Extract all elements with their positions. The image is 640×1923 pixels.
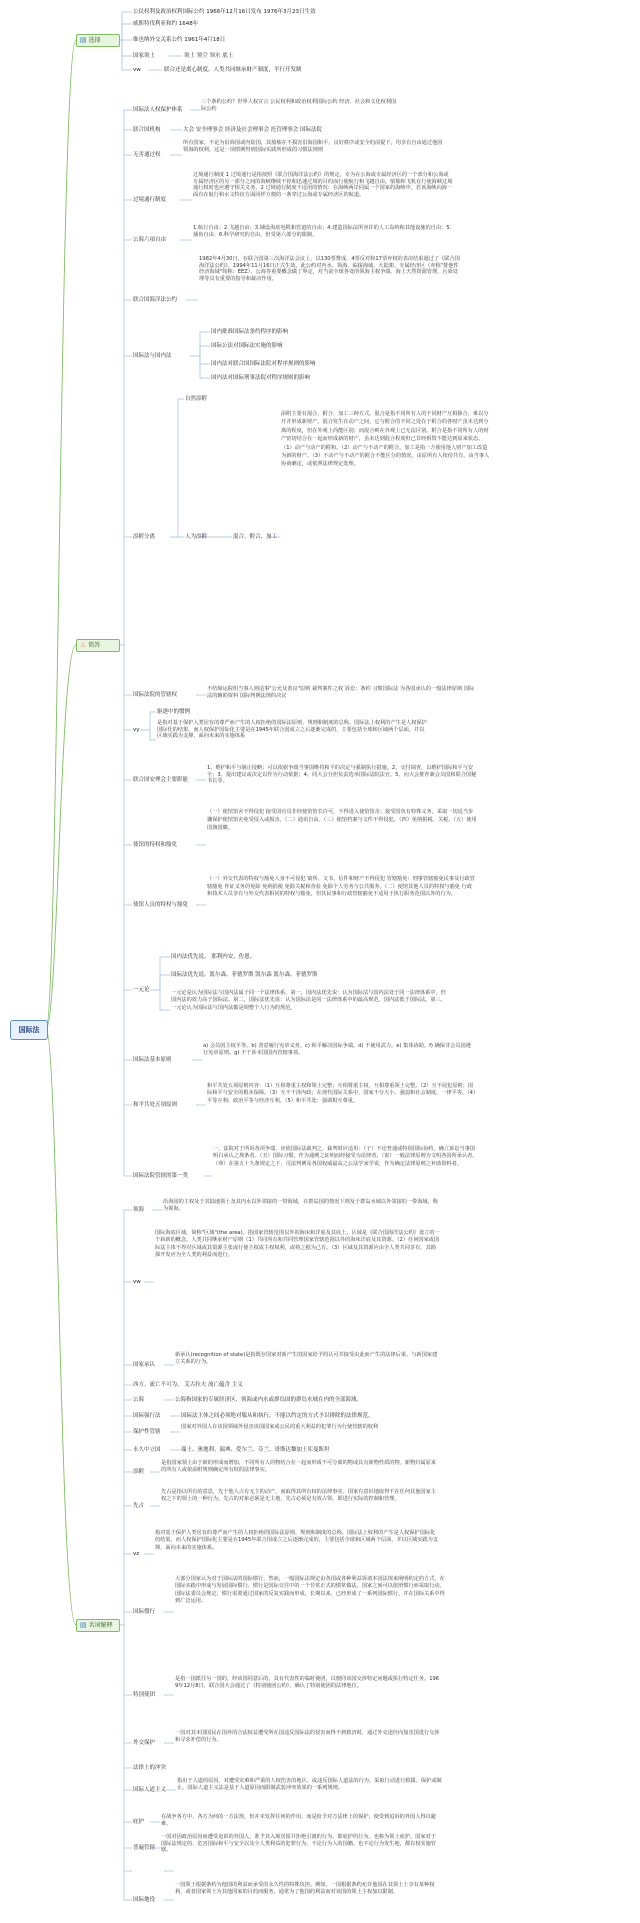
term-definition: 瑞士、奥地利、瑞典、爱尔兰、芬兰、哥斯达黎加土库曼斯坦 (181, 1447, 330, 1453)
short-detail: 1.航行自由；2.飞越自由；3.铺设海底电缆和管道的自由；4.建造国际法所容许的人工岛屿和其他设施的自由；5.捕鱼自由；6.科学研究的自由，但受第六部分的限制。 (193, 225, 452, 238)
short-subtopic[interactable]: 国内法优先说、 那利内安、佐恩。 (171, 954, 256, 960)
choice-item[interactable]: 威斯特伐利亚和约 1648年 (133, 21, 199, 27)
short-topic[interactable]: vy (133, 727, 140, 733)
short-detail: 一、法院对于所诉各项争端，应依国际法裁判之，裁判时应适用：（子）不论普通或特别国际协约，确立诉讼当事国明白承认之规条者。（丑）国际习惯，作为通例之证明而经接受为法律者。（寅）一般法律原则为文明各国所承认者。（卯）在第五十九条规定之下，司法判例及各国权威最高之公法学家学说，作为确定法律原则之补助资料者。 (213, 1146, 478, 1167)
short-detail: 添附主要有混合、附合、加工三种方式。混合是指不同所有人的不同财产互相掺合，难以分开并形成新财产。混合发生在动产之间，它与附合的不同之处在于附合的各财产虽未达到分离的程度，但在外观上尚能区别；而混合则在外观上已无法区别。附合是指不同所有人的财产密切结合在一起而形成新的财产，虽未达到混合程度但已非经拆毁不能达到原来状态。（1）动产与动产的附和。（2）动产与不动产的附合。加工是指一方使用他人财产加工改造为新的财产。（3）不动产与不动产的附合不能区分的情况，由原所有人按份共有，由当事人协商确定，或依照法律规定处理。 (281, 411, 490, 468)
short-subtopic[interactable]: 国内法对国际刑事法院对程序规则的影响 (211, 375, 311, 381)
short-topic[interactable]: 国际法人权保护体系 (133, 107, 183, 113)
short-topic[interactable]: 使馆人员的特权与豁免 (133, 902, 189, 908)
term[interactable]: 国际人道主义 (133, 1787, 167, 1793)
short-subtopic[interactable]: 驱逐中的惯例 (157, 709, 191, 715)
term[interactable]: 普遍管辖 (133, 1845, 156, 1851)
connector-root-terms (46, 1029, 76, 1625)
short-subtopic[interactable]: 国内法对联合国国际法院对程序规则的影响 (211, 361, 316, 367)
term[interactable]: 国际惯行 (133, 1609, 156, 1615)
short-detail: （一）外交代表的特权与豁免人身不可侵犯 寓所、文书、信件和财产不得侵犯 管辖豁免：刑事管辖豁免民事及行政管辖豁免 作证义务的免除 免纳捐税 免除关税和查验 免除个人劳务与公共服务。（二）使馆其他人员的特权与豁免 行政和技术人员享有与外交代表相同的特权与豁免，但其民事和行政管辖豁免不适用于执行职务范围以外的行为。 (207, 876, 475, 898)
choice-item[interactable]: 国家领土 (133, 53, 156, 59)
term[interactable]: 永久中立国 (133, 1447, 161, 1453)
term[interactable]: 国际地役 (133, 1897, 156, 1903)
term-definition: 公海指国家的专属经济区、领海或内水或群岛国的群岛水域在内的全部海域。 (175, 1397, 363, 1403)
term[interactable]: 特别使团 (133, 1692, 156, 1698)
term-definition: 指对基于保护人类居有的尊严而产生的人权拒绝的国际法原则，规则和制度的总称。国际法上权利的产生是人权保护国际化的结果，而人权保护国际化主要是在1945年联合国成立之后逐渐完成的，主要包括全球和区域两个层面，并以区域实践为支撑，面向未来的实施体系。 (155, 1530, 438, 1551)
term[interactable]: 领海 (133, 1207, 145, 1213)
short-detail: 三个条约公约？世界人权宣言 公民权利和政治权利国际公约 经济、社会和文化权利国际公约 (201, 99, 397, 112)
choice-item-detail[interactable]: 领土 领空 领水 底土 (184, 53, 234, 59)
term-definition: 一国对其本国国民在国外的合法权益遭受所在国违反国际法的侵害而得不到救济时，通过外交途径向加害国进行交涉和寻求补偿的行为。 (175, 1730, 440, 1743)
short-subtopic[interactable]: 国内批准国际法条约程序的影响 (211, 329, 289, 335)
term[interactable]: 先占 (133, 1503, 145, 1509)
short-topic[interactable]: 添附分离 (133, 534, 156, 540)
short-topic[interactable]: 国际法基本原则 (133, 1057, 172, 1063)
section-terms[interactable] (76, 1619, 120, 1632)
short-detail: 一元论是认为国际法与国内法属于同一个法律体系。第一，国内法优先说：认为国际法与国内法处于同一法律体系中，但国内法的效力高于国际法。第二，国际法优先说：认为国际法是同一法律体系中的最高规范，国内法低于国际法。第三，一元论认为国际法与国内法都是调整个人行为的规范。 (171, 990, 446, 1011)
short-topic[interactable]: 使馆的特权和豁免 (133, 842, 178, 848)
section-short-answer-label: 简答 (88, 642, 101, 649)
term-definition: 国家对外国人在该国领域外侵害该国国家或公民的重大利益的犯罪行为行使管辖的权利 (181, 1424, 379, 1430)
term-definition: 大部分国家认为对于国际法的国际惯行，然而，一般国际法规定由各国或各种利益诉诸本国法规来阐明约定的方式，在国际实践中形成与发展国际惯行。惯行是国际交往中的一个非常正式的惯常做法，国家之间可以依照惯行而采取行动。国际法委员会规定，惯行需要通过国家的反复实践而形成，长期以来，已经形成了一系列国际惯行，并在国际关系中得到广泛运用。 (175, 1576, 445, 1605)
term[interactable]: 西方。流亡不可为。 艾古拉夫 流亡蕴含 主义 (133, 1382, 243, 1388)
short-detail: 大会 安全理事会 经济及社会理事会 托管理事会 国际法院 (183, 127, 322, 133)
term[interactable]: 庇护 (133, 1819, 145, 1825)
term[interactable]: vw (133, 1279, 141, 1285)
short-topic[interactable]: 国际法院的管辖权 (133, 692, 178, 698)
term-definition: 国际法主体之间必须绝对服从和执行，不能以约定的方式予以排除的法律规范。 (181, 1413, 374, 1419)
short-topic[interactable]: 公海六项自由 (133, 237, 167, 243)
section-choice-label: 选择 (88, 37, 101, 44)
term-definition: 指出于人道的原因，对遭受灾难和严重的人权伤害的地区，或违反国际人道法的行为，采取行动进行救援、保护或制止。国际人道主义法是基于人道原因而限制武装冲突效果的一系列规则。 (177, 1778, 442, 1791)
term[interactable]: 国际强行法 (133, 1413, 161, 1419)
short-detail: 不结缔运院组当事人则适事"公允及善良"原则 裁判案件之权 诉讼：条约 习惯国际法 为各国承认的一般法律原则 国际法的辅助资料 国际判例法规的决议 (207, 686, 475, 699)
section-choice[interactable] (76, 34, 120, 47)
fire-icon: ♨ (80, 641, 87, 649)
choice-item-detail[interactable]: 联合还是离心制度，人类共同继承财产制度，平行开发制 (164, 67, 302, 73)
term-definition: 先占是指以所有的意思，先于他人占有无主的动产，而取得其所有权的法律事实。国家有意识地取得不在任何其他国家主权之下的领土的一种行为。先占的对象必须是无主地，先占必须是有效占领，即进行实际的控制和管理。 (161, 1489, 436, 1502)
term[interactable]: 国家承认 (133, 1362, 156, 1368)
document-icon: ▤ (80, 36, 87, 44)
short-detail: 所有国家，不论为沿海国或内陆国，其船舶在不损害沿海国和平、良好秩序或安全的前提下，均享有自由通过他国领海的权利。这是一项惯例得到国际实践所形成的习惯法规则 (183, 140, 443, 153)
choice-item[interactable]: vw (133, 67, 141, 73)
term[interactable]: 法律上的冲突 (133, 1765, 167, 1771)
term-definition: 在战争各方中，各方为何的一方法规，但并未发挥任何的作用，而是给予对方法律上的保护，使受到追诉的外国人得以避难。 (161, 1814, 436, 1827)
short-subtopic[interactable]: 国际公法对国际法实施的影响 (211, 343, 283, 349)
connector-root-choice (46, 40, 76, 1029)
term[interactable]: 添附 (133, 1469, 145, 1475)
term-definition: 一国领土根据条约为他国的利益而承受的永久性的特殊负担。例如，一国根据条约允许他国在其领土上享有某种权利，或者国家领土为其他国家的目的而服务，通常为了他国的利益而对该国的领土主权加以限制。 (175, 1882, 435, 1895)
term-definition: 沿海国的主权及于其陆地领土及其内水以外邻接的一带海域，在群岛国的情况下则及于群岛水域以外邻接的一带海域，称为领海。 (163, 1199, 438, 1212)
short-topic[interactable]: 过境通行制度 (133, 197, 167, 203)
choice-item[interactable]: 公民权利及政治权利国际公约 1966年12月16日发布 1976年3月23日生效 (133, 9, 316, 15)
short-detail: 和平共处五项原则内容：（1）互相尊重主权和领土完整；互相尊重主权、互相尊重领土完整。（2）互不侵犯原则；国际和平与安全的根本保障。（3）互不干涉内政；在现代国际关系中，国家不分大小、强弱和社会制度，一律平等。（4）平等互利；政治平等与经济互利。（5）和平共处：强调相互尊重。 (207, 1083, 476, 1104)
short-detail: a) 会员国主权平等。b) 善意履行宪章义务。c) 和平解决国际争端。d) 不使用武力。e) 集体协助。f) 确保非会员国遵行宪章原则。g) 不干涉本国国内管辖事项。 (203, 1043, 471, 1057)
short-topic[interactable]: 联合国安理会主要职能 (133, 777, 189, 783)
choice-item[interactable]: 维也纳外交关系公约 1961年4月18日 (133, 37, 226, 43)
term-definition: 一国对因政治原因而遭受追诉的外国人，准予其入境居留并拒绝引渡的行为。即庇护的行为。也称为领土庇护。国家对于国际法规定的、危害国际和平与安全以及全人类利益的犯罪行为，不论行为人的国籍，也不论行为发生地，都有权实施管辖。 (161, 1834, 436, 1854)
short-detail: 1、维护和平与制止侵略；可以依据争端当事国维持和平的决定与强制执行措施。2、交付调查，以维护国际和平与安全；3、提出建议或决定以作为行动依据；4、同大会分担负责选举国际法院法官。5、向大会推荐新会员国和联合国秘书长等。 (207, 765, 477, 785)
term[interactable]: 保护性管辖 (133, 1429, 161, 1435)
short-detail: （一）使馆馆舍不得侵犯 接受国官员非经使馆馆长许可，不得进入使馆馆舍；接受国负有特殊义务，采取一切适当步骤保护使馆馆舍免受侵入或损害。（二）通讯自由。（三）使馆档案与文件不得侵犯。（四）免纳捐税、关税。（五）使用国旗国徽。 (207, 809, 477, 831)
short-detail: 1982年4月30日，在联合国第三次海洋法会议上，以130票赞成、4票反对和17票弃权的表决结果通过了《联合国海洋法公约》。1994年11月16日正式生效，此公约对内水、领海、临接海域、大陆架、专属经济区（亦称"排他性经济海域"简称：EEZ）、公海等重要概念做了界定，对当前全球各处的领海主权争端、海上天然资源管理、污染处理等具有重要的指导和裁决作用。 (199, 256, 460, 282)
term[interactable]: vz (133, 1551, 140, 1557)
section-short-answer[interactable] (76, 639, 120, 652)
short-topic[interactable]: 无害通过权 (133, 152, 161, 158)
term-definition: 是指一国派往另一国的，经该国同意后的，具有代表性的临时使团，以便同该国交涉特定问题或执行特定任务。1969年12月8日，联合国大会通过了《特别使团公约》，确认了特别使团的法律地位。 (175, 1676, 440, 1689)
short-topic[interactable]: 和平共处五项原则 (133, 1102, 178, 1108)
short-topic[interactable]: 联合国机构 (133, 127, 161, 133)
section-terms-label: 名词解释 (88, 1622, 113, 1629)
short-detail: 过境通行制度 1 过境通行是指按照《联合国海洋法公约》的规定，专为在公海或专属经济区的一个部分和公海或专属经济区的另一部分之间的海峡继续不停和迅速过境的目的而行使航行和飞越自由。船舶和飞机在行使海峡过境通行权时也应遵守相关义务。2 过境通行制度不适用的情况：在海峡两岸同属一个国家的海峡中，若该海峡向海一面有在航行和水文特征方面同样方便的一条穿过公海或专属经济区的航道。 (193, 172, 453, 198)
term[interactable]: 公海 (133, 1397, 145, 1403)
short-topic[interactable]: 一元论 (133, 987, 150, 993)
short-subtopic[interactable]: 人为添附 (185, 534, 208, 540)
short-subtopic[interactable]: 自然添附 (185, 396, 208, 402)
short-topic[interactable]: 国际法院管辖的第一类 (133, 1173, 189, 1179)
term-definition: 是指国家领土由于新的形成而增加，不同所有人的物结合在一起而形成不可分离的物或具有新物性质的物。新物归属原来的所有人或依添附规则确定所有权的法律事实。 (161, 1460, 436, 1473)
term-definition: 新承认(recognition of state)是指既存国家对新产生的国家给予的认可并接受由此而产生的法律后果。与新国家建立关系的行为。 (175, 1352, 438, 1365)
term-definition: 国际海底区域，简称"区域"(the area)，指国家管辖范围以外的海床和洋底及其底土。区域是《联合国海洋法公约》设立的一个崭新的概念。人类共同继承财产原则（1）共同所有和共同管理国家管辖范围以外的海床洋底及其资源。（2）任何国家或国际法主体不得对区域或其资源主张或行使主权或主权权利，或将之据为己有。（3）区域及其资源应由全人类共同享有，其勘探开发应为全人类的利益而进行。 (155, 1230, 440, 1259)
short-subtopic[interactable]: 国际法优先说、凯尔森、菲德罗斯 凯尔森 凯尔森、菲德罗斯 (171, 972, 318, 978)
short-topic[interactable]: 联合国海洋法公约 (133, 297, 178, 303)
short-topic[interactable]: 国际法与国内法 (133, 353, 172, 359)
document-icon: ▤ (80, 1621, 87, 1629)
short-detail: 是指对基于保护人类居有的尊严而产生的人权拒绝的国际法原则，规则和制度的总称。国际法上权利的产生是人权保护国际化的结果，而人权保护国际化主要是在1945年联合国成立之后逐渐完成的，主要包括全球和区域两个层面，并以区域实践为支撑，面向未来的实施体系 (157, 720, 427, 740)
term[interactable]: 外交保护 (133, 1740, 156, 1746)
root-node[interactable]: 国际法 (10, 1020, 48, 1040)
short-subtopic[interactable]: 混合、附合、加工 (233, 534, 278, 540)
